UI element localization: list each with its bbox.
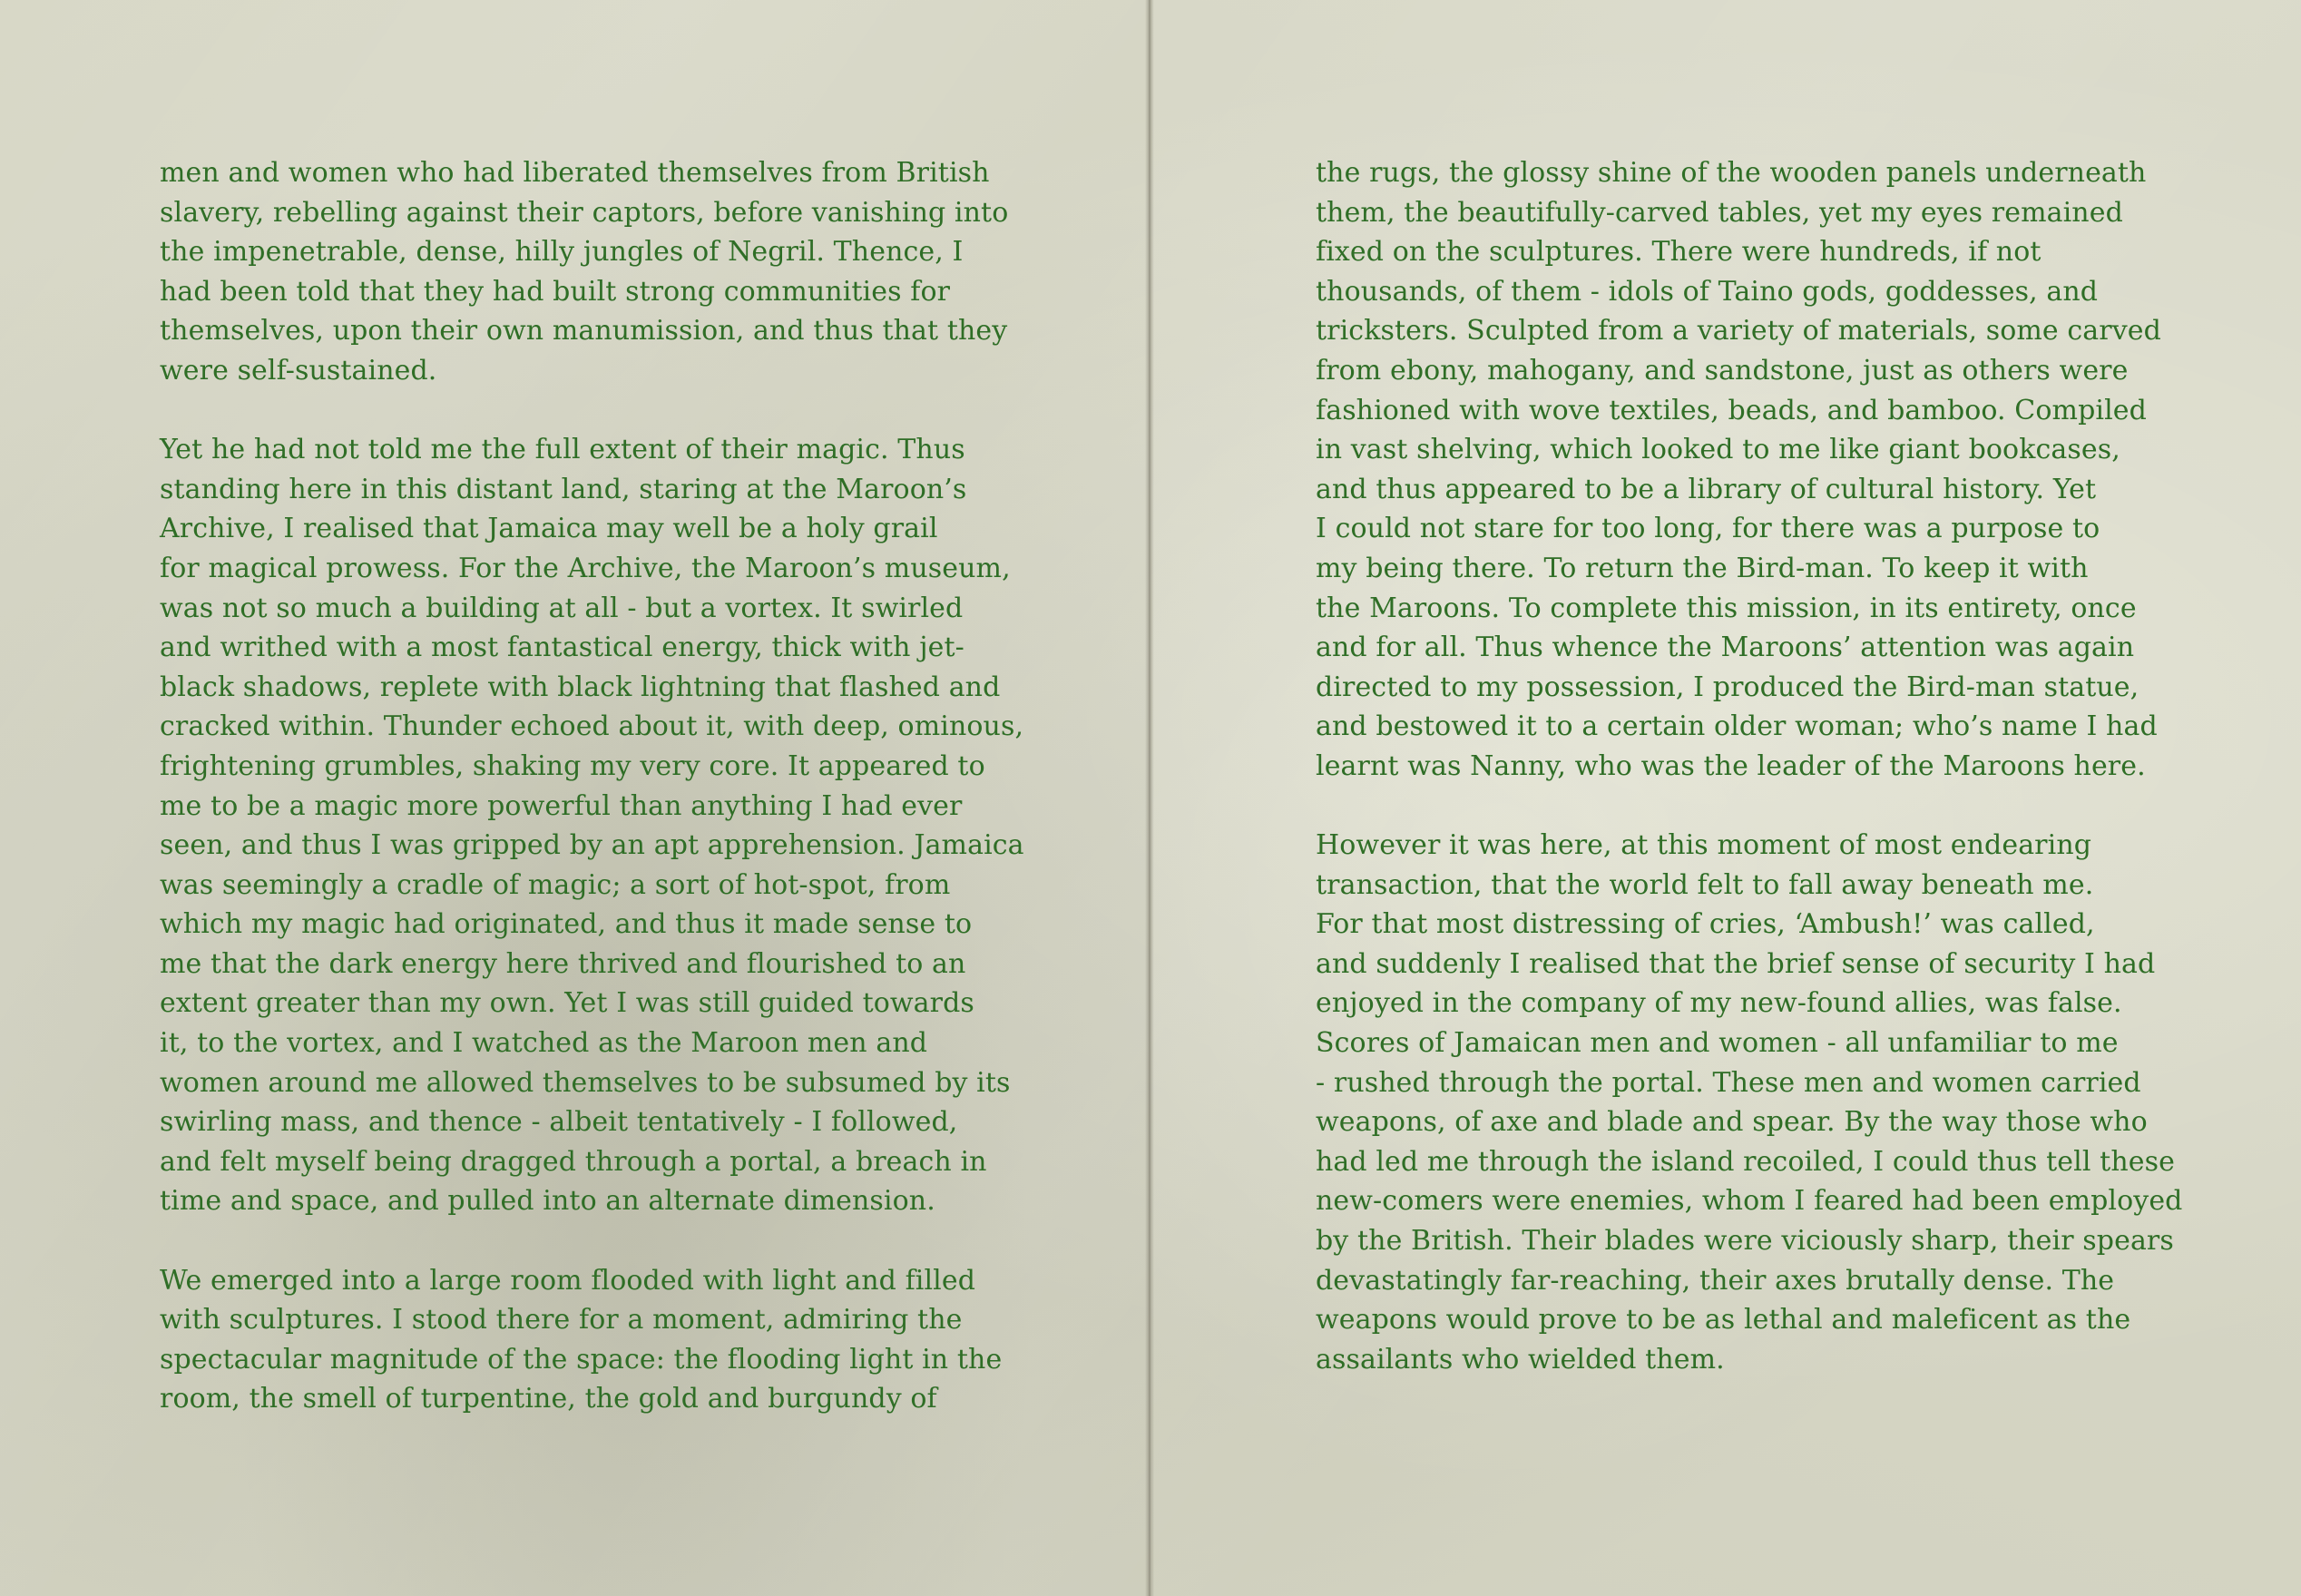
- text-line: women around me allowed themselves to be subsumed by its: [160, 1066, 1011, 1099]
- text-line: seen, and thus I was gripped by an apt apprehension. Jamaica: [160, 829, 1024, 862]
- text-line: and thus appeared to be a library of cultural history. Yet: [1316, 473, 2097, 505]
- text-line: men and women who had liberated themselves from British: [160, 157, 990, 189]
- text-line: in vast shelving, which looked to me like giant bookcases,: [1316, 434, 2120, 466]
- text-line: the rugs, the glossy shine of the wooden panels underneath: [1316, 157, 2147, 189]
- text-line: We emerged into a large room flooded with light and filled: [160, 1264, 976, 1297]
- text-line: directed to my possession, I produced the Bird-man statue,: [1316, 671, 2139, 703]
- text-line: which my magic had originated, and thus it made sense to: [160, 908, 973, 941]
- text-line: the Maroons. To complete this mission, in its entirety, once: [1316, 592, 2137, 624]
- text-line: Archive, I realised that Jamaica may well be a holy grail: [160, 513, 938, 545]
- text-line: black shadows, replete with black lightning that flashed and: [160, 671, 1001, 703]
- text-line: with sculptures. I stood there for a moment, admiring the: [160, 1304, 963, 1337]
- text-line: me that the dark energy here thrived and flourished to an: [160, 947, 966, 980]
- text-line: was not so much a building at all - but a vortex. It swirled: [160, 592, 964, 624]
- text-line: For that most distressing of cries, ‘Ambush!’ was called,: [1316, 908, 2095, 941]
- text-line: tricksters. Sculpted from a variety of materials, some carved: [1316, 315, 2161, 348]
- text-line: fixed on the sculptures. There were hundreds, if not: [1316, 236, 2042, 269]
- text-line: weapons, of axe and blade and spear. By the way those who: [1316, 1106, 2148, 1139]
- left-paragraph-1: [160, 153, 1009, 391]
- text-line: and suddenly I realised that the brief sense of security I had: [1316, 947, 2156, 980]
- left-paragraph-2: [160, 430, 1024, 1221]
- text-line: slavery, rebelling against their captors, before vanishing into: [160, 196, 1009, 229]
- right-page: [1152, 0, 2301, 1596]
- text-line: swirling mass, and thence - albeit tentatively - I followed,: [160, 1106, 958, 1139]
- text-line: had been told that they had built strong communities for: [160, 275, 951, 308]
- text-line: enjoyed in the company of my new-found allies, was false.: [1316, 987, 2122, 1020]
- text-line: was seemingly a cradle of magic; a sort of hot-spot, from: [160, 868, 951, 901]
- text-line: had led me through the island recoiled, I could thus tell these: [1316, 1145, 2175, 1178]
- text-line: I could not stare for too long, for there was a purpose to: [1316, 513, 2100, 545]
- text-line: thousands, of them - idols of Taino gods, goddesses, and: [1316, 275, 2099, 308]
- text-line: standing here in this distant land, staring at the Maroon’s: [160, 473, 967, 505]
- text-line: my being there. To return the Bird-man. To keep it with: [1316, 552, 2089, 584]
- text-line: by the British. Their blades were viciously sharp, their spears: [1316, 1225, 2174, 1258]
- text-line: and felt myself being dragged through a portal, a breach in: [160, 1145, 987, 1178]
- text-line: were self-sustained.: [160, 354, 437, 387]
- right-paragraph-1: [1316, 153, 2159, 787]
- text-line: weapons would prove to be as lethal and maleficent as the: [1316, 1304, 2131, 1337]
- text-line: new-comers were enemies, whom I feared had been employed: [1316, 1185, 2183, 1218]
- text-line: frightening grumbles, shaking my very core. It appeared to: [160, 749, 985, 782]
- text-line: Scores of Jamaican men and women - all unfamiliar to me: [1316, 1027, 2119, 1060]
- text-line: However it was here, at this moment of most endearing: [1316, 829, 2092, 862]
- text-line: learnt was Nanny, who was the leader of the Maroons here.: [1316, 749, 2146, 782]
- text-line: them, the beautifully-carved tables, yet my eyes remained: [1316, 196, 2123, 229]
- text-line: assailants who wielded them.: [1316, 1343, 1725, 1376]
- text-line: for magical prowess. For the Archive, the Maroon’s museum,: [160, 552, 1011, 584]
- text-line: cracked within. Thunder echoed about it, with deep, ominous,: [160, 710, 1024, 743]
- text-line: and writhed with a most fantastical energy, thick with jet-: [160, 632, 964, 664]
- text-line: and bestowed it to a certain older woman; who’s name I had: [1316, 710, 2158, 743]
- text-line: it, to the vortex, and I watched as the Maroon men and: [160, 1027, 928, 1060]
- right-paragraph-2: [1316, 826, 2183, 1379]
- text-line: spectacular magnitude of the space: the flooding light in the: [160, 1343, 1003, 1376]
- text-line: time and space, and pulled into an alternate dimension.: [160, 1185, 935, 1218]
- text-line: and for all. Thus whence the Maroons’ attention was again: [1316, 632, 2135, 664]
- text-line: devastatingly far-reaching, their axes brutally dense. The: [1316, 1264, 2115, 1297]
- text-line: me to be a magic more powerful than anything I had ever: [160, 789, 963, 822]
- left-page: [0, 0, 1149, 1596]
- text-line: the impenetrable, dense, hilly jungles of Negril. Thence, I: [160, 236, 964, 269]
- text-line: from ebony, mahogany, and sandstone, just as others were: [1316, 354, 2129, 387]
- text-line: extent greater than my own. Yet I was still guided towards: [160, 987, 974, 1020]
- left-page-text: [160, 153, 1024, 1459]
- text-line: themselves, upon their own manumission, and thus that they: [160, 315, 1008, 348]
- text-line: fashioned with wove textiles, beads, and bamboo. Compiled: [1316, 394, 2147, 426]
- right-page-text: [1316, 153, 2183, 1419]
- text-line: Yet he had not told me the full extent of their magic. Thus: [160, 434, 965, 466]
- left-paragraph-3: [160, 1261, 1003, 1419]
- text-line: room, the smell of turpentine, the gold and burgundy of: [160, 1383, 937, 1415]
- text-line: - rushed through the portal. These men and women carried: [1316, 1066, 2141, 1099]
- text-line: transaction, that the world felt to fall away beneath me.: [1316, 868, 2094, 901]
